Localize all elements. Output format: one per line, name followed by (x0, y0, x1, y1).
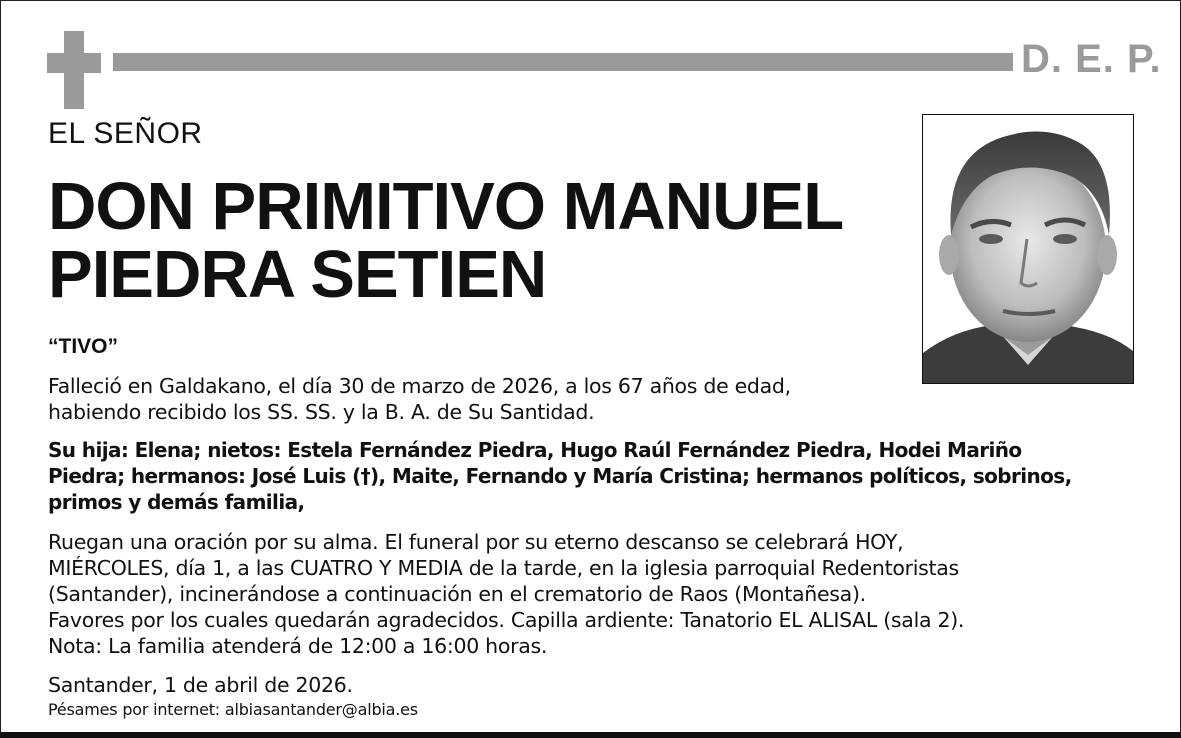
honorific: EL SEÑOR (48, 117, 203, 150)
condolences-email: Pésames por internet: albiasantander@albia.es (48, 700, 418, 719)
place-date: Santander, 1 de abril de 2026. (48, 673, 353, 697)
service-line-4: Favores por los cuales quedarán agradecidos. Capilla ardiente: Tanatorio EL ALISAL (sala 2). (48, 608, 965, 632)
family-line-2: Piedra; hermanos: José Luis (†), Maite, Fernando y María Cristina; hermanos políticos, sobrinos, (48, 464, 1072, 488)
service-line-3: (Santander), incinerándose a continuación en el crematorio de Raos (Montañesa). (48, 582, 866, 606)
service-line-1: Ruegan una oración por su alma. El funeral por su eterno descanso se celebrará HOY, (48, 530, 904, 554)
deceased-name (48, 169, 844, 312)
family-list (48, 437, 1158, 515)
family-line-3: primos y demás familia, (48, 490, 305, 514)
dep-label: D. E. P. (1021, 37, 1162, 81)
death-line-1: Falleció en Galdakano, el día 30 de marzo de 2026, a los 67 años de edad, (48, 374, 791, 398)
service-line-5: Nota: La familia atenderá de 12:00 a 16:00 horas. (48, 634, 548, 658)
service-details (48, 529, 1158, 659)
service-line-2: MIÉRCOLES, día 1, a las CUATRO Y MEDIA de la tarde, en la iglesia parroquial Redentoristas (48, 556, 959, 580)
portrait-icon (923, 115, 1133, 383)
name-line-1: DON PRIMITIVO MANUEL (48, 169, 844, 244)
header-rule (113, 53, 1013, 71)
family-line-1: Su hija: Elena; nietos: Estela Fernández Piedra, Hugo Raúl Fernández Piedra, Hodei Mariño (48, 438, 1022, 462)
name-line-2: PIEDRA SETIEN (48, 237, 547, 312)
death-line-2: habiendo recibido los SS. SS. y la B. A. de Su Santidad. (48, 400, 595, 424)
death-notice (48, 373, 898, 425)
nickname: “TIVO” (48, 335, 119, 358)
portrait-photo (922, 114, 1134, 384)
cross-icon (47, 31, 101, 109)
